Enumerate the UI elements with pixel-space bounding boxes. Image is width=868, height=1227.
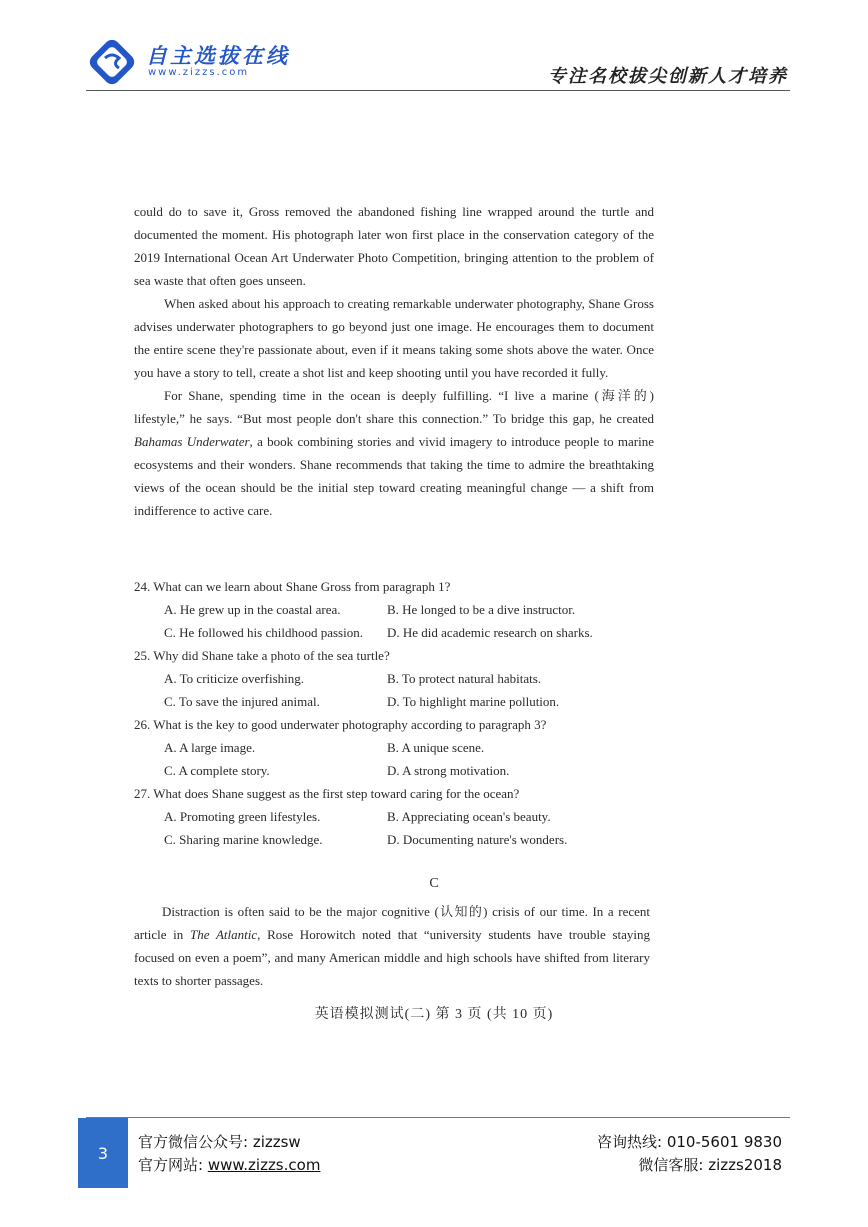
passage-text: Distraction is often said to be the major cognitive (认知的) crisis of our time. In a recent article in	[134, 904, 650, 942]
passage-paragraph-2: When asked about his approach to creating remarkable underwater photography, Shane Gross advises underwater photographers to go beyond just one image. He encourages them to document the entire scene they're passionate about, even if it means taking some shots above the water. Once you have a story to tell, create a shot list and keep shooting until you have recorded it fully.	[134, 296, 654, 380]
option-c: C. Sharing marine knowledge.	[164, 832, 323, 847]
option-b: B. A unique scene.	[387, 740, 485, 755]
wechat-service: 微信客服: zizzs2018	[638, 1156, 782, 1174]
option-b: B. He longed to be a dive instructor.	[387, 602, 576, 617]
logo-text: 自主选拔在线	[146, 44, 290, 68]
logo-url: www.zizzs.com	[148, 67, 250, 78]
option-b: B. To protect natural habitats.	[387, 671, 542, 686]
page-header	[0, 0, 868, 92]
option-a: A. To criticize overfishing.	[164, 671, 305, 686]
option-d: D. Documenting nature's wonders.	[387, 832, 568, 847]
option-a: A. He grew up in the coastal area.	[164, 602, 341, 617]
question-item	[134, 713, 674, 782]
passage-text: , a book combining stories and vivid imagery to introduce people to marine ecosystems and their wonders. Shane recommends that taking the time to admire the breathtaking views of the ocean should be the initial step toward creating meaningful change — a shift from indifference to active care.	[134, 434, 654, 518]
section-c-paragraph	[134, 900, 650, 992]
website-line	[138, 1154, 320, 1177]
section-c-heading: C	[429, 876, 439, 891]
wechat-public-account: 官方微信公众号: zizzsw	[138, 1133, 301, 1151]
page-number-badge: 3	[78, 1118, 128, 1188]
option-c: C. To save the injured animal.	[164, 694, 320, 709]
book-title: Bahamas Underwater	[134, 434, 250, 449]
option-c: C. He followed his childhood passion.	[164, 625, 363, 640]
website-link[interactable]: www.zizzs.com	[207, 1156, 321, 1174]
reading-passage	[134, 200, 654, 522]
option-c: C. A complete story.	[164, 763, 270, 778]
hotline: 咨询热线: 010-5601 9830	[597, 1133, 782, 1151]
option-d: D. To highlight marine pollution.	[387, 694, 560, 709]
footer-left	[138, 1131, 320, 1177]
passage-text: For Shane, spending time in the ocean is deeply fulfilling. “I live a marine (海洋的) lifestyle,” he says. “But most people don't share this connection.” To bridge this gap, he created	[134, 388, 654, 426]
question-item	[134, 575, 674, 644]
footer-divider	[86, 1117, 790, 1118]
passage-paragraph-3	[134, 384, 654, 522]
option-b: B. Appreciating ocean's beauty.	[387, 809, 551, 824]
magazine-title: The Atlantic	[190, 927, 258, 942]
question-list	[134, 575, 674, 851]
question-item	[134, 644, 674, 713]
header-slogan: 专注名校拔尖创新人才培养	[548, 66, 788, 87]
option-d: D. He did academic research on sharks.	[387, 625, 593, 640]
question-stem: 25. Why did Shane take a photo of the sea turtle?	[134, 648, 390, 663]
option-d: D. A strong motivation.	[387, 763, 510, 778]
question-stem: 26. What is the key to good underwater photography according to paragraph 3?	[134, 717, 547, 732]
question-item	[134, 782, 674, 851]
passage-text: , Rose Horowitch noted that “university students have trouble staying focused on even a poem”, and many American middle and high schools have shifted from literary texts to shorter passages.	[134, 927, 650, 988]
passage-paragraph-1: could do to save it, Gross removed the abandoned fishing line wrapped around the turtle and documented the moment. His photograph later won first place in the conservation category of the 2019 International Ocean Art Underwater Photo Competition, bringing attention to the problem of sea waste that often goes unseen.	[134, 204, 654, 288]
logo-icon	[88, 38, 136, 86]
question-stem: 27. What does Shane suggest as the first step toward caring for the ocean?	[134, 786, 520, 801]
footer-right	[597, 1131, 782, 1177]
option-a: A. Promoting green lifestyles.	[164, 809, 321, 824]
option-a: A. A large image.	[164, 740, 256, 755]
exam-page-label: 英语模拟测试(二) 第 3 页 (共 10 页)	[314, 1007, 554, 1022]
question-stem: 24. What can we learn about Shane Gross from paragraph 1?	[134, 579, 451, 594]
website-label: 官方网站:	[138, 1156, 208, 1174]
header-divider	[86, 90, 790, 91]
